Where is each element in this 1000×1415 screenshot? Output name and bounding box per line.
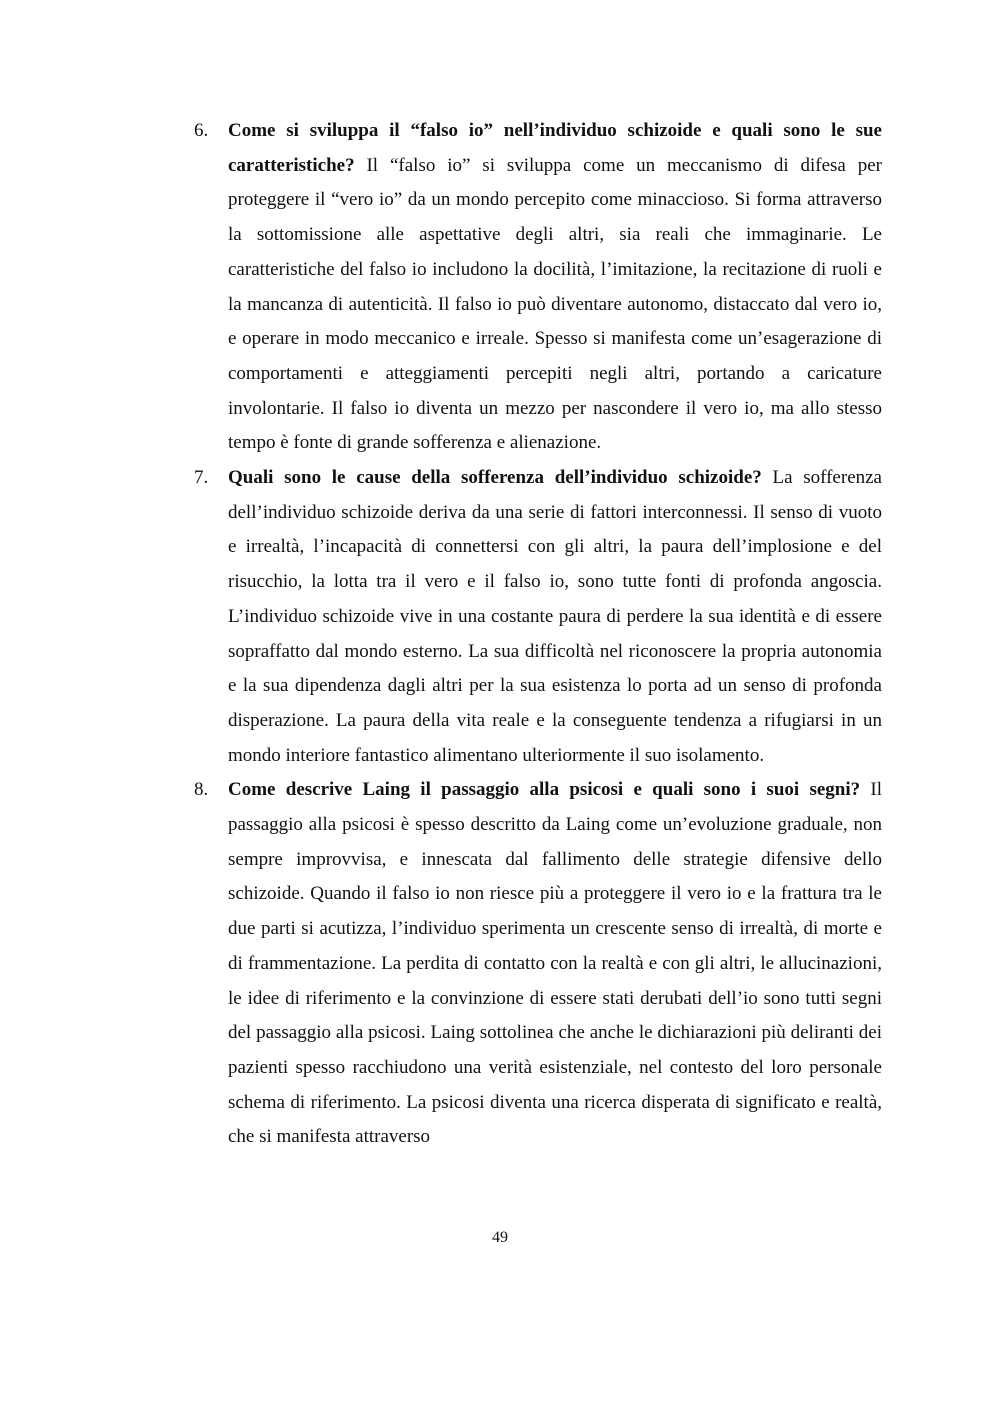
item-answer: Il passaggio alla psicosi è spesso descritto da Laing come un’evoluzione graduale, non sempre improvvisa, e innescata dal fallimento delle strategie difensive dello schizoide. Quando il falso io non riesce più a proteggere il vero io e la frattura tra le due parti si acutizza, l’individuo sperimenta un crescente senso di irrealtà, di morte e di frammentazione. La perdita di contatto con la realtà e con gli altri, le allucinazioni, le idee di riferimento e la convinzione di essere stati derubati dell’io sono tutti segni del passaggio alla psicosi. Laing sottolinea che anche le dichiarazioni più deliranti dei pazienti spesso racchiudono una verità esistenziale, nel contesto del loro personale schema di riferimento. La psicosi diventa una ricerca disperata di significato e realtà, che si manifesta attraverso <box>228 779 883 1148</box>
item-number: 7. <box>194 467 209 489</box>
page-number: 49 <box>492 1229 508 1246</box>
list-item <box>192 461 882 773</box>
question-answer-list <box>192 114 882 1155</box>
item-answer: Il “falso io” si sviluppa come un meccanismo di difesa per proteggere il “vero io” da un mondo percepito come minaccioso. Si forma attraverso la sottomissione alle aspettative degli altri, sia reali che immaginarie. Le caratteristiche del falso io includono la docilità, l’imitazione, la recitazione di ruoli e la mancanza di autenticità. Il falso io può diventare autonomo, distaccato dal vero io, e operare in modo meccanico e irreale. Spesso si manifesta come un’esagerazione di comportamenti e atteggiamenti percepiti negli altri, portando a caricature involontarie. Il falso io diventa un mezzo per nascondere il vero io, ma allo stesso tempo è fonte di grande sofferenza e alienazione. <box>228 154 882 454</box>
item-question: Come si sviluppa il “falso io” nell’individuo schizoide e quali sono le sue caratteristiche? <box>228 120 882 176</box>
list-item <box>192 114 882 461</box>
item-answer: La sofferenza dell’individuo schizoide deriva da una serie di fattori interconnessi. Il senso di vuoto e irrealtà, l’incapacità di connettersi con gli altri, la paura dell’implosione e del risucchio, la lotta tra il vero e il falso io, sono tutte fonti di profonda angoscia. L’individuo schizoide vive in una costante paura di perdere la sua identità e di essere sopraffatto dal mondo esterno. La sua difficoltà nel riconoscere la propria autonomia e la sua dipendenza dagli altri per la sua esistenza lo porta ad un senso di profonda disperazione. La paura della vita reale e la conseguente tendenza a rifugiarsi in un mondo interiore fantastico alimentano ulteriormente il suo isolamento. <box>228 467 882 766</box>
item-number: 8. <box>194 779 209 801</box>
item-question: Quali sono le cause della sofferenza dell’individuo schizoide? <box>228 467 762 489</box>
list-item <box>192 773 882 1155</box>
item-question: Come descrive Laing il passaggio alla psicosi e quali sono i suoi segni? <box>228 779 861 801</box>
item-number: 6. <box>194 120 209 141</box>
